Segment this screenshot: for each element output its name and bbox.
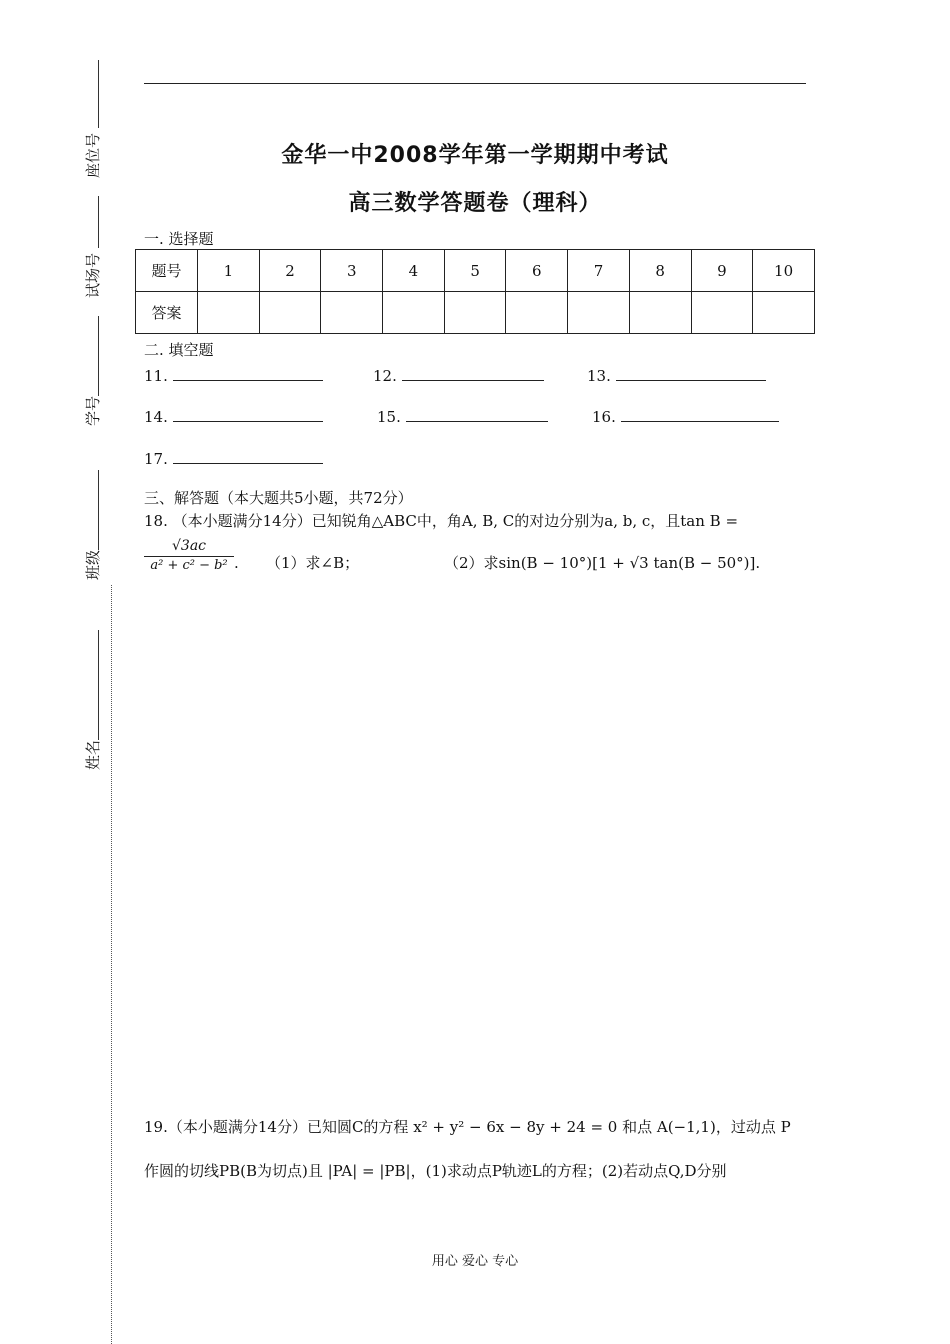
fill-item-label: 15. [377,408,401,426]
fill-blank[interactable] [406,407,548,422]
fill-blank[interactable] [173,407,323,422]
question-18-part2: （2）求sin(B − 10°)[1 + √3 tan(B − 50°)]. [444,554,761,572]
answer-cell[interactable] [259,292,321,334]
fill-blank[interactable] [173,449,323,464]
fill-item-label: 13. [587,367,611,385]
fill-item-11 [144,366,323,385]
answer-cell[interactable] [198,292,260,334]
section-3-title: 三、解答题（本大题共5小题，共72分） [144,489,413,507]
fill-item-12 [373,366,544,385]
fill-item-label: 16. [592,408,616,426]
top-rule [144,83,806,84]
fill-item-17 [144,449,323,468]
table-row [136,292,815,334]
binding-dotted-line [111,585,112,1344]
fraction-numerator: √3ac [144,538,234,557]
fill-item-label: 12. [373,367,397,385]
question-number-cell: 4 [383,250,445,292]
question-19-line1: 19.（本小题满分14分）已知圆C的方程 x² + y² − 6x − 8y + 24 = 0 和点 A(−1,1)，过动点 P [144,1118,791,1136]
student-number-line [98,316,99,396]
question-18-fraction [144,538,234,573]
question-number-cell: 2 [259,250,321,292]
seat-number-label: 座位号 [84,132,102,178]
answer-cell[interactable] [753,292,815,334]
exam-subtitle: 高三数学答题卷（理科） [348,191,602,216]
question-18-part1: （1）求∠B； [266,554,360,572]
row-head-question: 题号 [136,250,198,292]
fill-blank[interactable] [173,366,323,381]
section-2-title: 二. 填空题 [144,341,214,359]
name-line [98,630,99,740]
question-number-cell: 1 [198,250,260,292]
fill-blank[interactable] [616,366,766,381]
fraction-period: . [234,554,239,572]
fraction-denominator: a² + c² − b² [150,558,228,573]
question-number-cell: 3 [321,250,383,292]
section-1-title: 一. 选择题 [144,230,214,248]
seat-number-line [98,60,99,128]
answer-cell[interactable] [506,292,568,334]
fill-blank[interactable] [621,407,779,422]
class-label: 班级 [84,549,102,580]
question-number-cell: 9 [691,250,753,292]
class-line [98,470,99,550]
fill-item-label: 17. [144,450,168,468]
footer-text: 用心 爱心 专心 [431,1254,519,1269]
question-number-cell: 8 [629,250,691,292]
question-19-line2: 作圆的切线PB(B为切点)且 |PA| = |PB|，(1)求动点P轨迹L的方程；(2)若动点Q,D分别 [144,1162,727,1180]
question-number-cell: 5 [444,250,506,292]
question-number-cell: 7 [568,250,630,292]
answer-cell[interactable] [691,292,753,334]
exam-title: 金华一中2008学年第一学期期中考试 [281,143,669,168]
student-number-label: 学号 [84,395,102,426]
exam-room-label: 试场号 [84,252,102,298]
fill-item-16 [592,407,779,426]
fill-item-14 [144,407,323,426]
question-18-line1: 18. （本小题满分14分）已知锐角△ABC中，角A, B, C的对边分别为a, b, c，且tan B = [144,512,739,530]
fill-item-label: 11. [144,367,168,385]
fill-blank[interactable] [402,366,544,381]
fill-item-13 [587,366,766,385]
question-number-cell: 10 [753,250,815,292]
answer-table [135,249,815,334]
fill-item-15 [377,407,548,426]
answer-cell[interactable] [444,292,506,334]
question-number-cell: 6 [506,250,568,292]
name-label: 姓名 [84,739,102,770]
answer-cell[interactable] [629,292,691,334]
answer-cell[interactable] [321,292,383,334]
row-head-answer: 答案 [136,292,198,334]
fill-item-label: 14. [144,408,168,426]
table-row [136,250,815,292]
answer-cell[interactable] [568,292,630,334]
answer-cell[interactable] [383,292,445,334]
